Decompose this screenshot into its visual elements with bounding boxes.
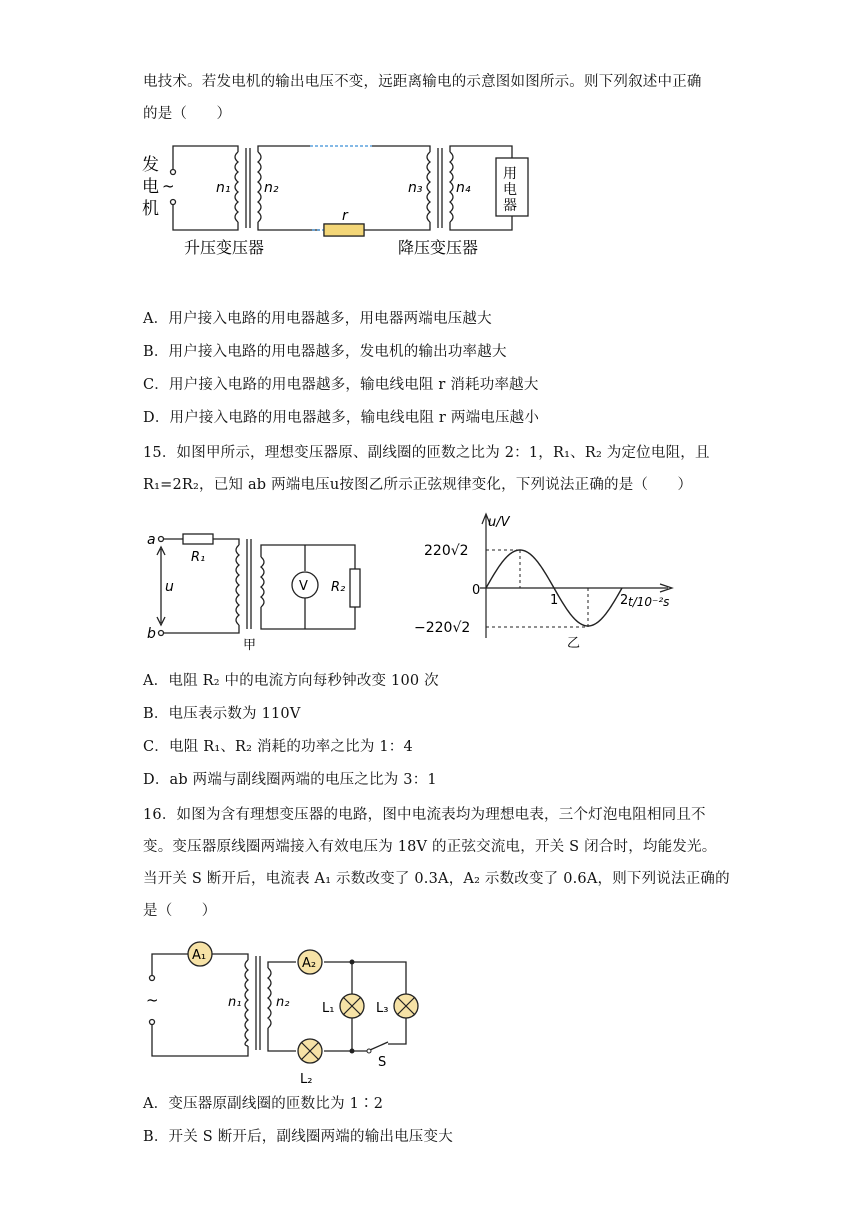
q15-graph-xlabel: t/10⁻²s: [628, 595, 670, 609]
q15-graph-ymin: −220√2: [414, 620, 471, 636]
q14-n4-label: n₄: [456, 180, 471, 196]
q15-option-b[interactable]: B．电压表示数为 110V: [143, 706, 301, 722]
q15-line1: 15．如图甲所示，理想变压器原、副线圈的匝数之比为 2：1，R₁、R₂ 为定位电阻，且: [143, 445, 710, 461]
q14-generator-char3: 机: [142, 199, 159, 219]
q15-option-a[interactable]: A．电阻 R₂ 中的电流方向每秒钟改变 100 次: [143, 673, 439, 689]
q16-circuit-diagram: [140, 938, 430, 1088]
q15-voltmeter: V: [299, 579, 308, 594]
q14-option-b[interactable]: B．用户接入电路的用电器越多，发电机的输出功率越大: [143, 344, 507, 360]
q14-load-char2: 电: [503, 182, 517, 198]
q16-option-a[interactable]: A．变压器原副线圈的匝数比为 1∶2: [143, 1096, 384, 1112]
q15-line2: R₁=2R₂，已知 ab 两端电压u按图乙所示正弦规律变化，下列说法正确的是（ ）: [143, 477, 693, 493]
q15-terminal-a: a: [147, 532, 156, 548]
q14-n3-label: n₃: [408, 180, 423, 196]
q15-graph-ylabel: u/V: [488, 515, 510, 530]
q14-option-c[interactable]: C．用户接入电路的用电器越多，输电线电阻 r 消耗功率越大: [143, 377, 539, 393]
q15-graph-tick2: 2: [620, 593, 629, 608]
q14-step-up-label: 升压变压器: [184, 238, 265, 257]
q15-option-c[interactable]: C．电阻 R₁、R₂ 消耗的功率之比为 1：4: [143, 739, 413, 755]
q15-r2-label: R₂: [331, 580, 346, 595]
q15-circuit-diagram: [143, 525, 373, 653]
q15-graph-origin: 0: [472, 583, 481, 598]
q15-sine-graph: [410, 510, 700, 650]
q14-generator-char1: 发: [142, 155, 159, 175]
q15-u-label: u: [165, 579, 174, 595]
q14-ac-symbol: ~: [162, 177, 175, 195]
q14-load-char3: 器: [503, 198, 517, 214]
q16-line4: 是（ ）: [143, 903, 217, 919]
q16-ammeter-a1: A₁: [192, 948, 207, 963]
q14-r-label: r: [342, 208, 348, 224]
q15-caption-b: 乙: [567, 636, 581, 650]
q16-line3: 当开关 S 断开后，电流表 A₁ 示数改变了 0.3A，A₂ 示数改变了 0.6A，则下列说法正确的: [143, 871, 730, 887]
q14-n2-label: n₂: [264, 180, 279, 196]
q16-lamp-l2: L₂: [300, 1072, 313, 1087]
q16-lamp-l1: L₁: [322, 1001, 335, 1016]
q16-ac-symbol: ~: [146, 991, 159, 1009]
q16-n2-label: n₂: [276, 995, 290, 1010]
q15-graph-ymax: 220√2: [424, 543, 469, 559]
q14-transmission-diagram: [140, 138, 540, 263]
q16-option-b[interactable]: B．开关 S 断开后，副线圈两端的输出电压变大: [143, 1129, 453, 1145]
q16-n1-label: n₁: [228, 995, 242, 1010]
q14-step-down-label: 降压变压器: [398, 238, 479, 257]
q16-switch-s: S: [378, 1055, 387, 1070]
q15-caption-a: 甲: [243, 638, 257, 653]
q16-line2: 变。变压器原线圈两端接入有效电压为 18V 的正弦交流电，开关 S 闭合时，均能发光。: [143, 839, 717, 855]
q14-load-char1: 用: [503, 166, 517, 182]
q16-lamp-l3: L₃: [376, 1001, 389, 1016]
q15-graph-tick1: 1: [550, 593, 559, 608]
q14-generator-char2: 电: [142, 177, 159, 197]
q15-r1-label: R₁: [191, 550, 206, 565]
q15-terminal-b: b: [147, 626, 156, 642]
q14-intro-line2: 的是（ ）: [143, 106, 232, 122]
q14-option-a[interactable]: A．用户接入电路的用电器越多，用电器两端电压越大: [143, 311, 492, 327]
q14-intro-line1: 电技术。若发电机的输出电压不变，远距离输电的示意图如图所示。则下列叙述中正确: [143, 74, 702, 90]
q16-line1: 16．如图为含有理想变压器的电路，图中电流表均为理想电表，三个灯泡电阻相同且不: [143, 807, 706, 823]
q15-option-d[interactable]: D．ab 两端与副线圈两端的电压之比为 3：1: [143, 772, 437, 788]
q14-option-d[interactable]: D．用户接入电路的用电器越多，输电线电阻 r 两端电压越小: [143, 410, 540, 426]
q16-ammeter-a2: A₂: [302, 956, 317, 971]
q14-n1-label: n₁: [216, 180, 231, 196]
